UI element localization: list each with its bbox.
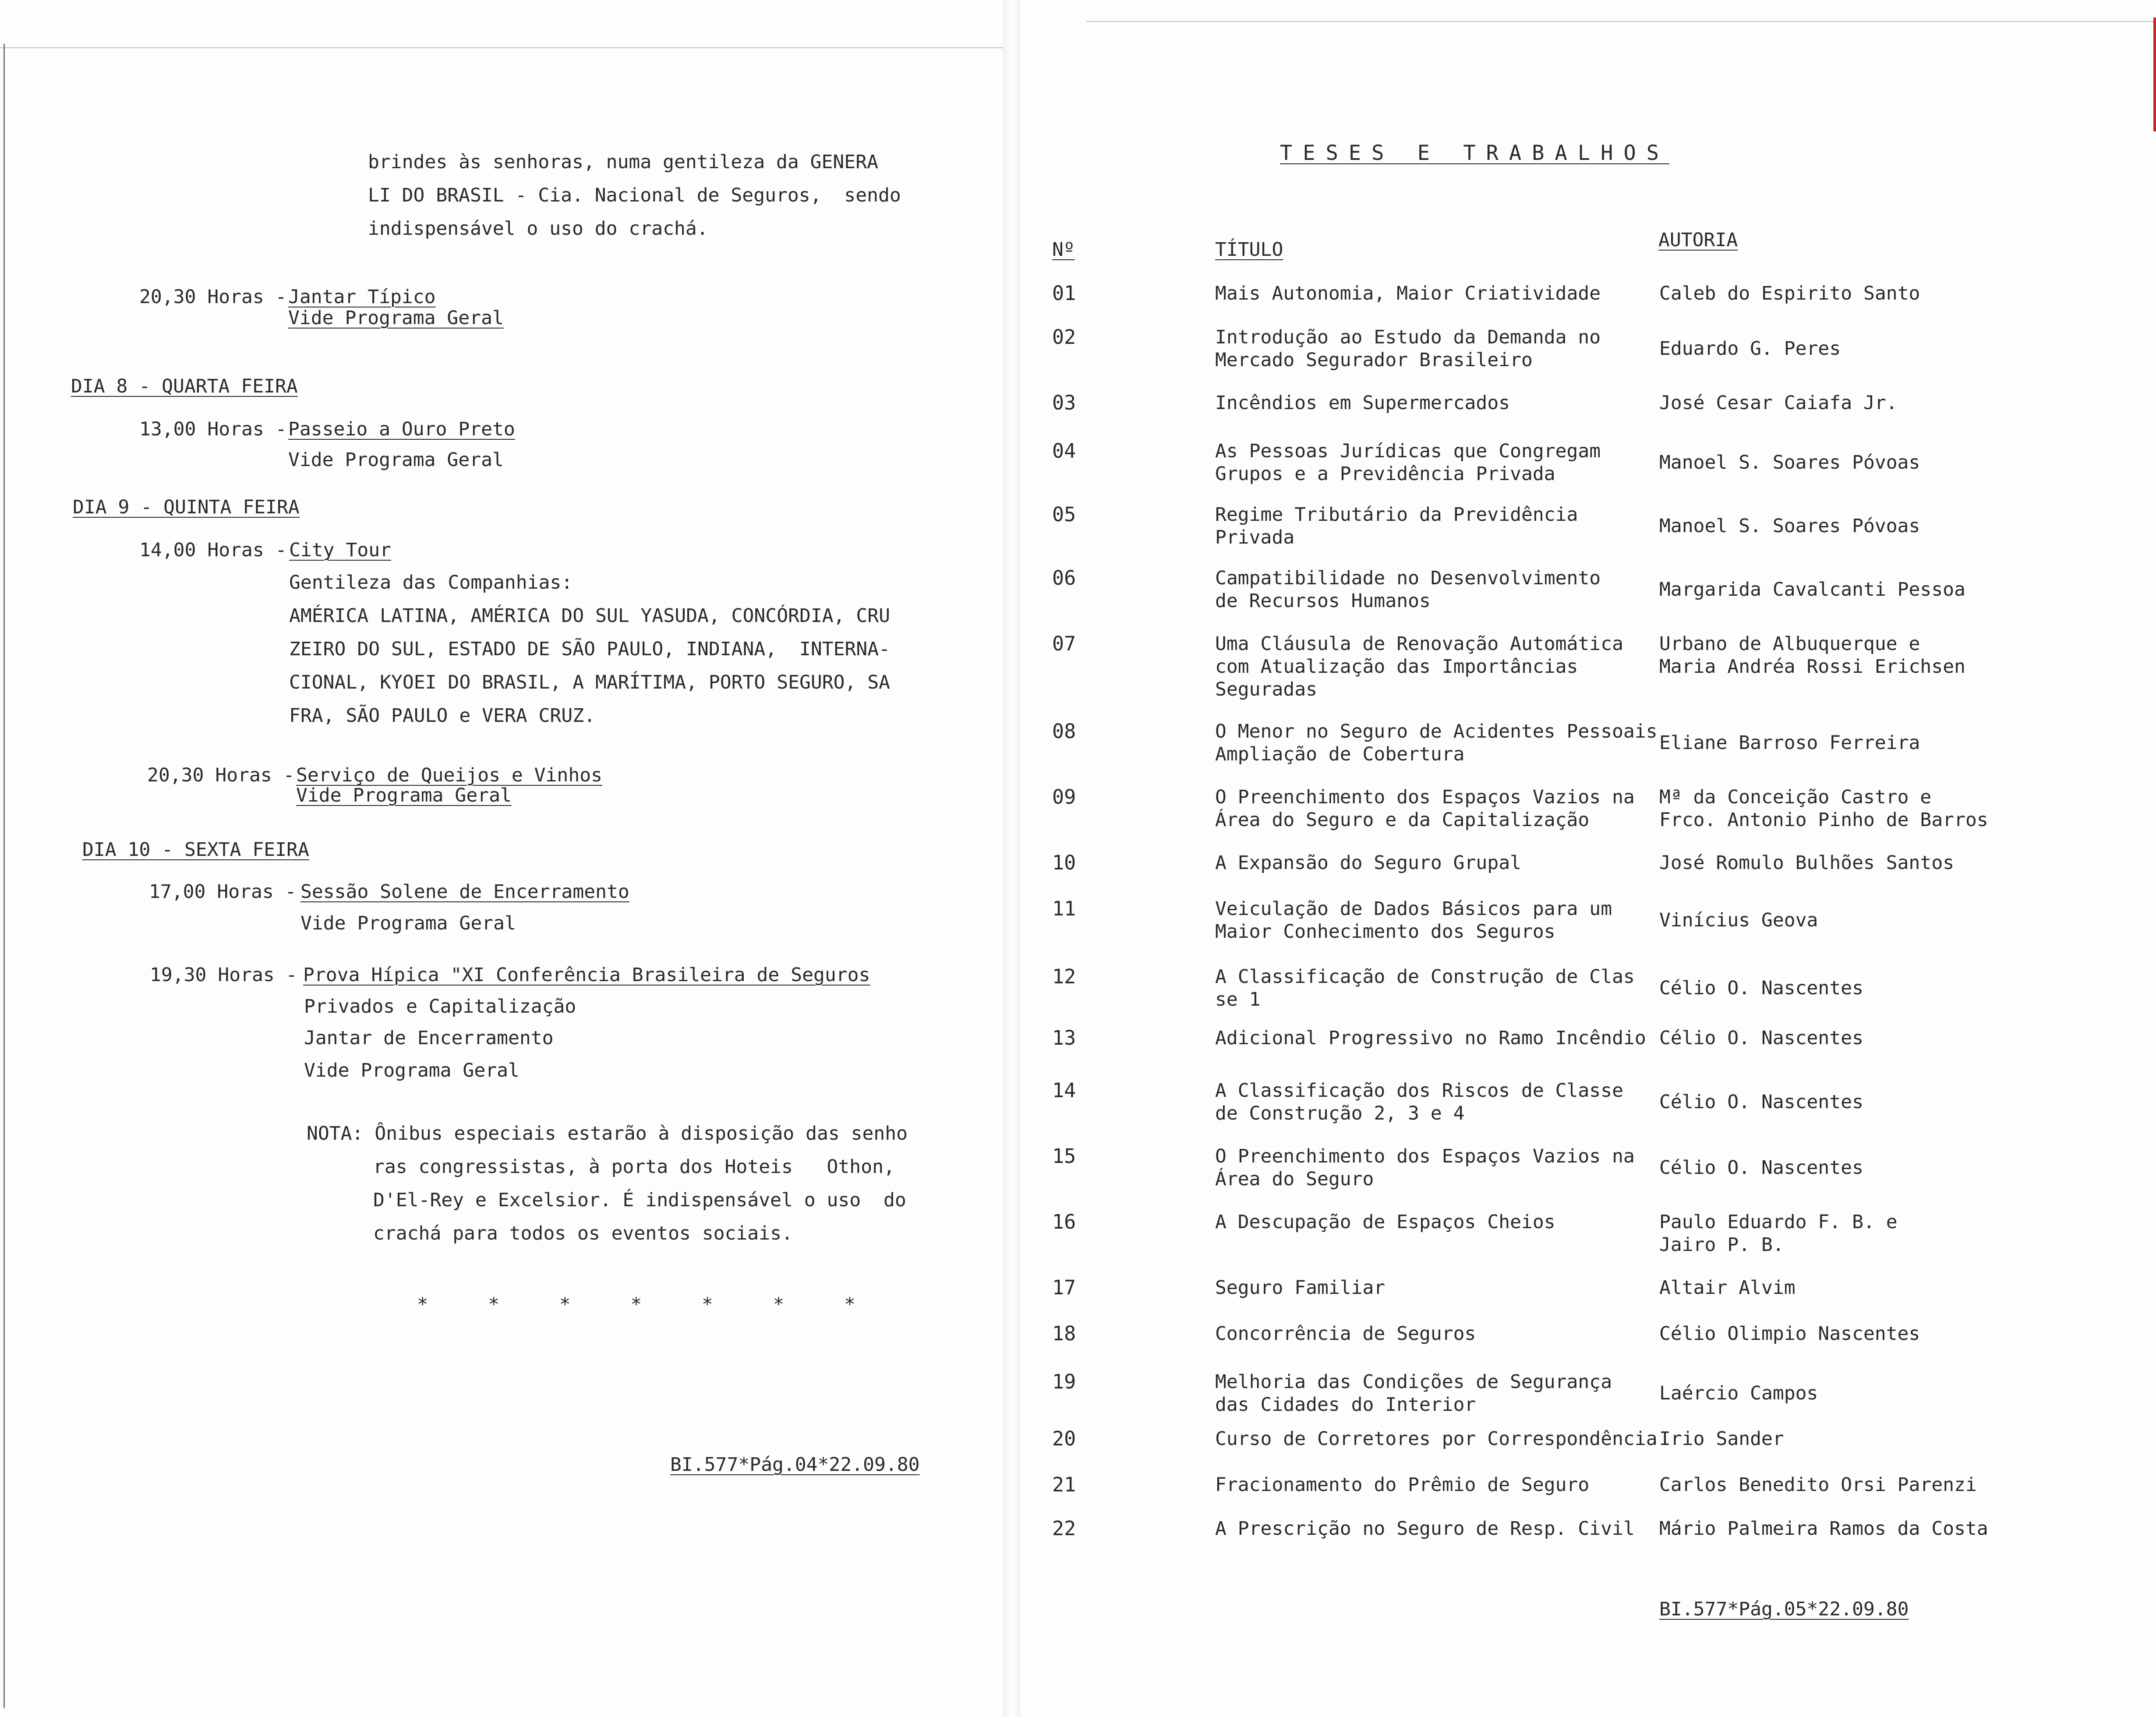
row-title-line: A Prescrição no Seguro de Resp. Civil [1215,1518,1635,1540]
row-number: 02 [1052,325,1076,349]
dia9-gentileza: Gentileza das Companhias: [289,572,573,594]
day-heading: DIA 8 - QUARTA FEIRA [71,375,298,397]
row-title-line: Privada [1215,526,1295,548]
row-number: 15 [1052,1145,1076,1168]
row-author-line: Laércio Campos [1659,1382,1818,1404]
row-author-line: Eduardo G. Peres [1659,338,1841,360]
row-title-line: A Descupação de Espaços Cheios [1215,1211,1555,1233]
row-number: 09 [1052,785,1076,809]
row-title-line: com Atualização das Importâncias [1215,656,1578,678]
row-author-line: Urbano de Albuquerque e [1659,633,1920,655]
intro-line: indispensável o uso do crachá. [368,218,708,240]
row-title-line: Mais Autonomia, Maior Criatividade [1215,283,1601,304]
row-number: 06 [1052,566,1076,590]
row-author-line: Paulo Eduardo F. B. e [1659,1211,1898,1233]
top-edge-rule [0,47,1003,48]
row-title-line: se 1 [1215,989,1261,1010]
row-number: 07 [1052,632,1076,655]
row-author-line: Eliane Barroso Ferreira [1659,732,1920,754]
row-author-line: Manoel S. Soares Póvoas [1659,452,1920,473]
prova-time: 19,30 Horas - [150,964,297,986]
prova-line: Vide Programa Geral [304,1060,520,1081]
row-number: 03 [1052,391,1076,414]
intro-line: LI DO BRASIL - Cia. Nacional de Seguros, sendo [368,184,901,206]
row-title-line: O Menor no Seguro de Acidentes Pessoais [1215,721,1658,742]
row-author-line: Altair Alvim [1659,1277,1795,1299]
encerramento-time: 17,00 Horas - [149,881,297,903]
prova-title: Prova Hípica "XI Conferência Brasileira de Seguros [303,964,870,986]
row-author-line: Frco. Antonio Pinho de Barros [1659,809,1988,831]
nota-line: D'El-Rey e Excelsior. É indispensável o uso do [373,1189,906,1211]
dia8-sub: Vide Programa Geral [288,449,504,471]
encerramento-title: Sessão Solene de Encerramento [300,881,629,903]
nota-line: crachá para todos os eventos sociais. [373,1222,793,1244]
row-title-line: Incêndios em Supermercados [1215,392,1510,414]
row-author-line: Mário Palmeira Ramos da Costa [1659,1518,1988,1540]
row-title-line: das Cidades do Interior [1215,1394,1476,1416]
row-number: 08 [1052,720,1076,743]
encerramento-sub: Vide Programa Geral [300,912,516,934]
jantar-title: Jantar Típico [288,286,436,308]
row-number: 21 [1052,1473,1076,1496]
dia9-title: City Tour [289,539,391,561]
row-author-line: Célio O. Nascentes [1659,1027,1863,1049]
row-title-line: Introdução ao Estudo da Demanda no [1215,326,1601,348]
row-title-line: Curso de Corretores por Correspondência [1215,1428,1658,1450]
row-number: 13 [1052,1026,1076,1049]
row-title-line: Veiculação de Dados Básicos para um [1215,898,1612,920]
row-author-line: Maria Andréa Rossi Erichsen [1659,656,1965,678]
queijos-time: 20,30 Horas - [147,764,295,786]
row-number: 22 [1052,1517,1076,1540]
row-author-line: Vinícius Geova [1659,909,1818,931]
dia9-time: 14,00 Horas - [139,539,287,561]
col-header-title: TÍTULO [1215,239,1283,261]
row-title-line: Fracionamento do Prêmio de Seguro [1215,1474,1590,1496]
companies-line: AMÉRICA LATINA, AMÉRICA DO SUL YASUDA, CONCÓRDIA, CRU [289,605,891,627]
row-author-line: José Cesar Caiafa Jr. [1659,392,1898,414]
row-number: 17 [1052,1276,1076,1299]
row-title-line: O Preenchimento dos Espaços Vazios na [1215,786,1635,808]
row-title-line: Regime Tributário da Previdência [1215,504,1578,526]
row-title-line: O Preenchimento dos Espaços Vazios na [1215,1145,1635,1167]
left-edge-rule [4,44,5,1708]
row-author-line: Jairo P. B. [1659,1234,1784,1256]
col-header-num: Nº [1052,239,1075,261]
row-number: 05 [1052,503,1076,526]
row-author-line: Célio O. Nascentes [1659,1157,1863,1179]
row-title-line: As Pessoas Jurídicas que Congregam [1215,440,1601,462]
row-title-line: de Recursos Humanos [1215,590,1431,612]
row-title-line: Ampliação de Cobertura [1215,743,1465,765]
prova-line: Jantar de Encerramento [304,1027,554,1049]
row-number: 04 [1052,439,1076,463]
dia8-time: 13,00 Horas - [139,418,287,440]
row-author-line: Carlos Benedito Orsi Parenzi [1659,1474,1977,1496]
row-number: 20 [1052,1427,1076,1450]
col-header-author: AUTORIA [1658,229,1738,251]
row-number: 14 [1052,1079,1076,1102]
row-title-line: Uma Cláusula de Renovação Automática [1215,633,1623,655]
row-title-line: Campatibilidade no Desenvolvimento [1215,567,1601,589]
companies-line: ZEIRO DO SUL, ESTADO DE SÃO PAULO, INDIANA, INTERNA- [289,638,891,660]
top-edge-rule [1086,21,2155,22]
row-title-line: Área do Seguro e da Capitalização [1215,809,1590,831]
row-number: 11 [1052,897,1076,920]
page-footer: BI.577*Pág.05*22.09.80 [1659,1598,1909,1620]
row-title-line: A Classificação de Construção de Clas [1215,966,1635,988]
day-heading: DIA 10 - SEXTA FEIRA [82,839,309,861]
nota-line: NOTA: Ônibus especiais estarão à disposição das senho [307,1123,908,1145]
row-title-line: Grupos e a Previdência Privada [1215,463,1555,485]
dia8-title: Passeio a Ouro Preto [288,418,515,440]
row-author-line: José Romulo Bulhões Santos [1659,852,1955,874]
row-title-line: Concorrência de Seguros [1215,1323,1476,1345]
nota-line: ras congressistas, à porta dos Hoteis Othon, [373,1156,895,1178]
jantar-sub: Vide Programa Geral [288,307,504,329]
row-title-line: de Construção 2, 3 e 4 [1215,1102,1465,1124]
row-title-line: Área do Seguro [1215,1168,1374,1190]
row-number: 01 [1052,282,1076,305]
row-author-line: Célio Olimpio Nascentes [1659,1323,1920,1345]
row-author-line: Mª da Conceição Castro e [1659,786,1932,808]
row-number: 10 [1052,851,1076,874]
row-number: 12 [1052,965,1076,988]
row-title-line: Mercado Segurador Brasileiro [1215,349,1533,371]
day-heading: DIA 9 - QUINTA FEIRA [73,496,300,518]
page-gutter [1003,0,1021,1717]
queijos-title: Serviço de Queijos e Vinhos [296,764,602,786]
row-title-line: A Classificação dos Riscos de Classe [1215,1080,1623,1102]
red-edge-mark [2153,18,2156,131]
row-title-line: A Expansão do Seguro Grupal [1215,852,1521,874]
section-title: TESES E TRABALHOS [1280,141,1670,165]
row-author-line: Célio O. Nascentes [1659,977,1863,999]
row-title-line: Seguradas [1215,678,1317,700]
intro-line: brindes às senhoras, numa gentileza da GENERA [368,151,878,173]
row-number: 19 [1052,1370,1076,1393]
page-footer: BI.577*Pág.04*22.09.80 [670,1454,920,1476]
row-author-line: Caleb do Espirito Santo [1659,283,1920,304]
left-page [0,0,1003,1717]
row-author-line: Manoel S. Soares Póvoas [1659,515,1920,537]
row-number: 16 [1052,1210,1076,1233]
row-title-line: Seguro Familiar [1215,1277,1385,1299]
row-number: 18 [1052,1322,1076,1345]
row-author-line: Margarida Cavalcanti Pessoa [1659,579,1965,601]
companies-line: CIONAL, KYOEI DO BRASIL, A MARÍTIMA, PORTO SEGURO, SA [289,671,891,693]
prova-line: Privados e Capitalização [304,996,576,1017]
separator-stars: * * * * * * * [417,1293,880,1315]
queijos-sub: Vide Programa Geral [296,784,512,806]
row-title-line: Adicional Progressivo no Ramo Incêndio [1215,1027,1646,1049]
right-page [1021,0,2156,1717]
row-author-line: Irio Sander [1659,1428,1784,1450]
jantar-time: 20,30 Horas - [139,286,287,308]
companies-line: FRA, SÃO PAULO e VERA CRUZ. [289,705,595,727]
row-author-line: Célio O. Nascentes [1659,1091,1863,1113]
row-title-line: Melhoria das Condições de Segurança [1215,1371,1612,1393]
row-title-line: Maior Conhecimento dos Seguros [1215,921,1555,943]
